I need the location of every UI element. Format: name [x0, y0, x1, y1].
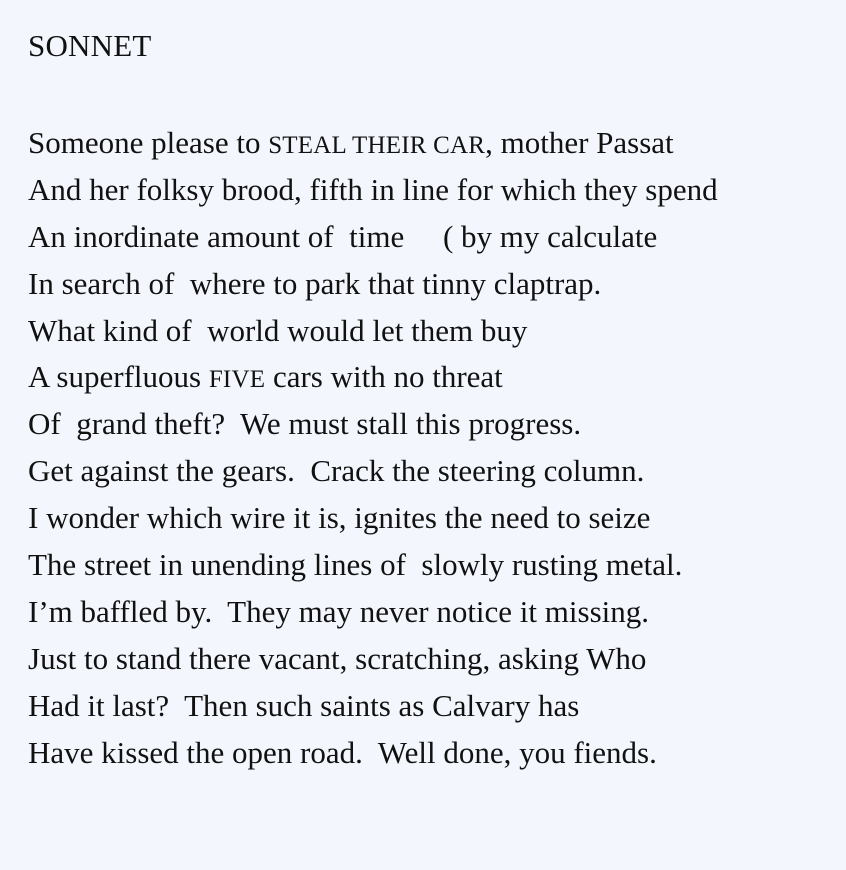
poem-line-6: [28, 354, 846, 401]
poem-title: SONNET: [28, 28, 152, 63]
poem-line-2: And her folksy brood, fifth in line for which they spend: [28, 171, 718, 207]
poem-line-6-small-caps: FIVE: [208, 366, 266, 394]
poem-line-14: Have kissed the open road. Well done, you fiends.: [28, 734, 657, 770]
poem-line-4: In search of where to park that tinny claptrap.: [28, 265, 602, 301]
poem-line-1-end: , mother Passat: [485, 125, 674, 160]
poem-line-11: I’m baffled by. They may never notice it missing.: [28, 593, 649, 629]
poem-line-1-small-caps: STEAL THEIR CAR: [268, 132, 486, 159]
poem-line-8: Get against the gears. Crack the steering column.: [28, 453, 645, 489]
poem-line-7: Of grand theft? We must stall this progress.: [28, 406, 582, 442]
poem-line-5: What kind of world would let them buy: [28, 312, 528, 348]
poem-line-3: An inordinate amount of time ( by my calculate: [28, 218, 658, 254]
poem-line-9: I wonder which wire it is, ignites the need to seize: [28, 500, 651, 536]
poem-line-12: Just to stand there vacant, scratching, asking Who: [28, 640, 647, 676]
poem-line-6-end: cars with no threat: [265, 359, 503, 395]
poem-line-1-start: Someone please to: [28, 125, 269, 160]
poem-line-13: Had it last? Then such saints as Calvary has: [28, 687, 580, 723]
poem-line-1: [28, 120, 846, 167]
poem-line-10: The street in unending lines of slowly rusting metal.: [28, 547, 683, 583]
poem-body: [28, 120, 846, 776]
poem-line-6-start: A superfluous: [28, 359, 209, 395]
